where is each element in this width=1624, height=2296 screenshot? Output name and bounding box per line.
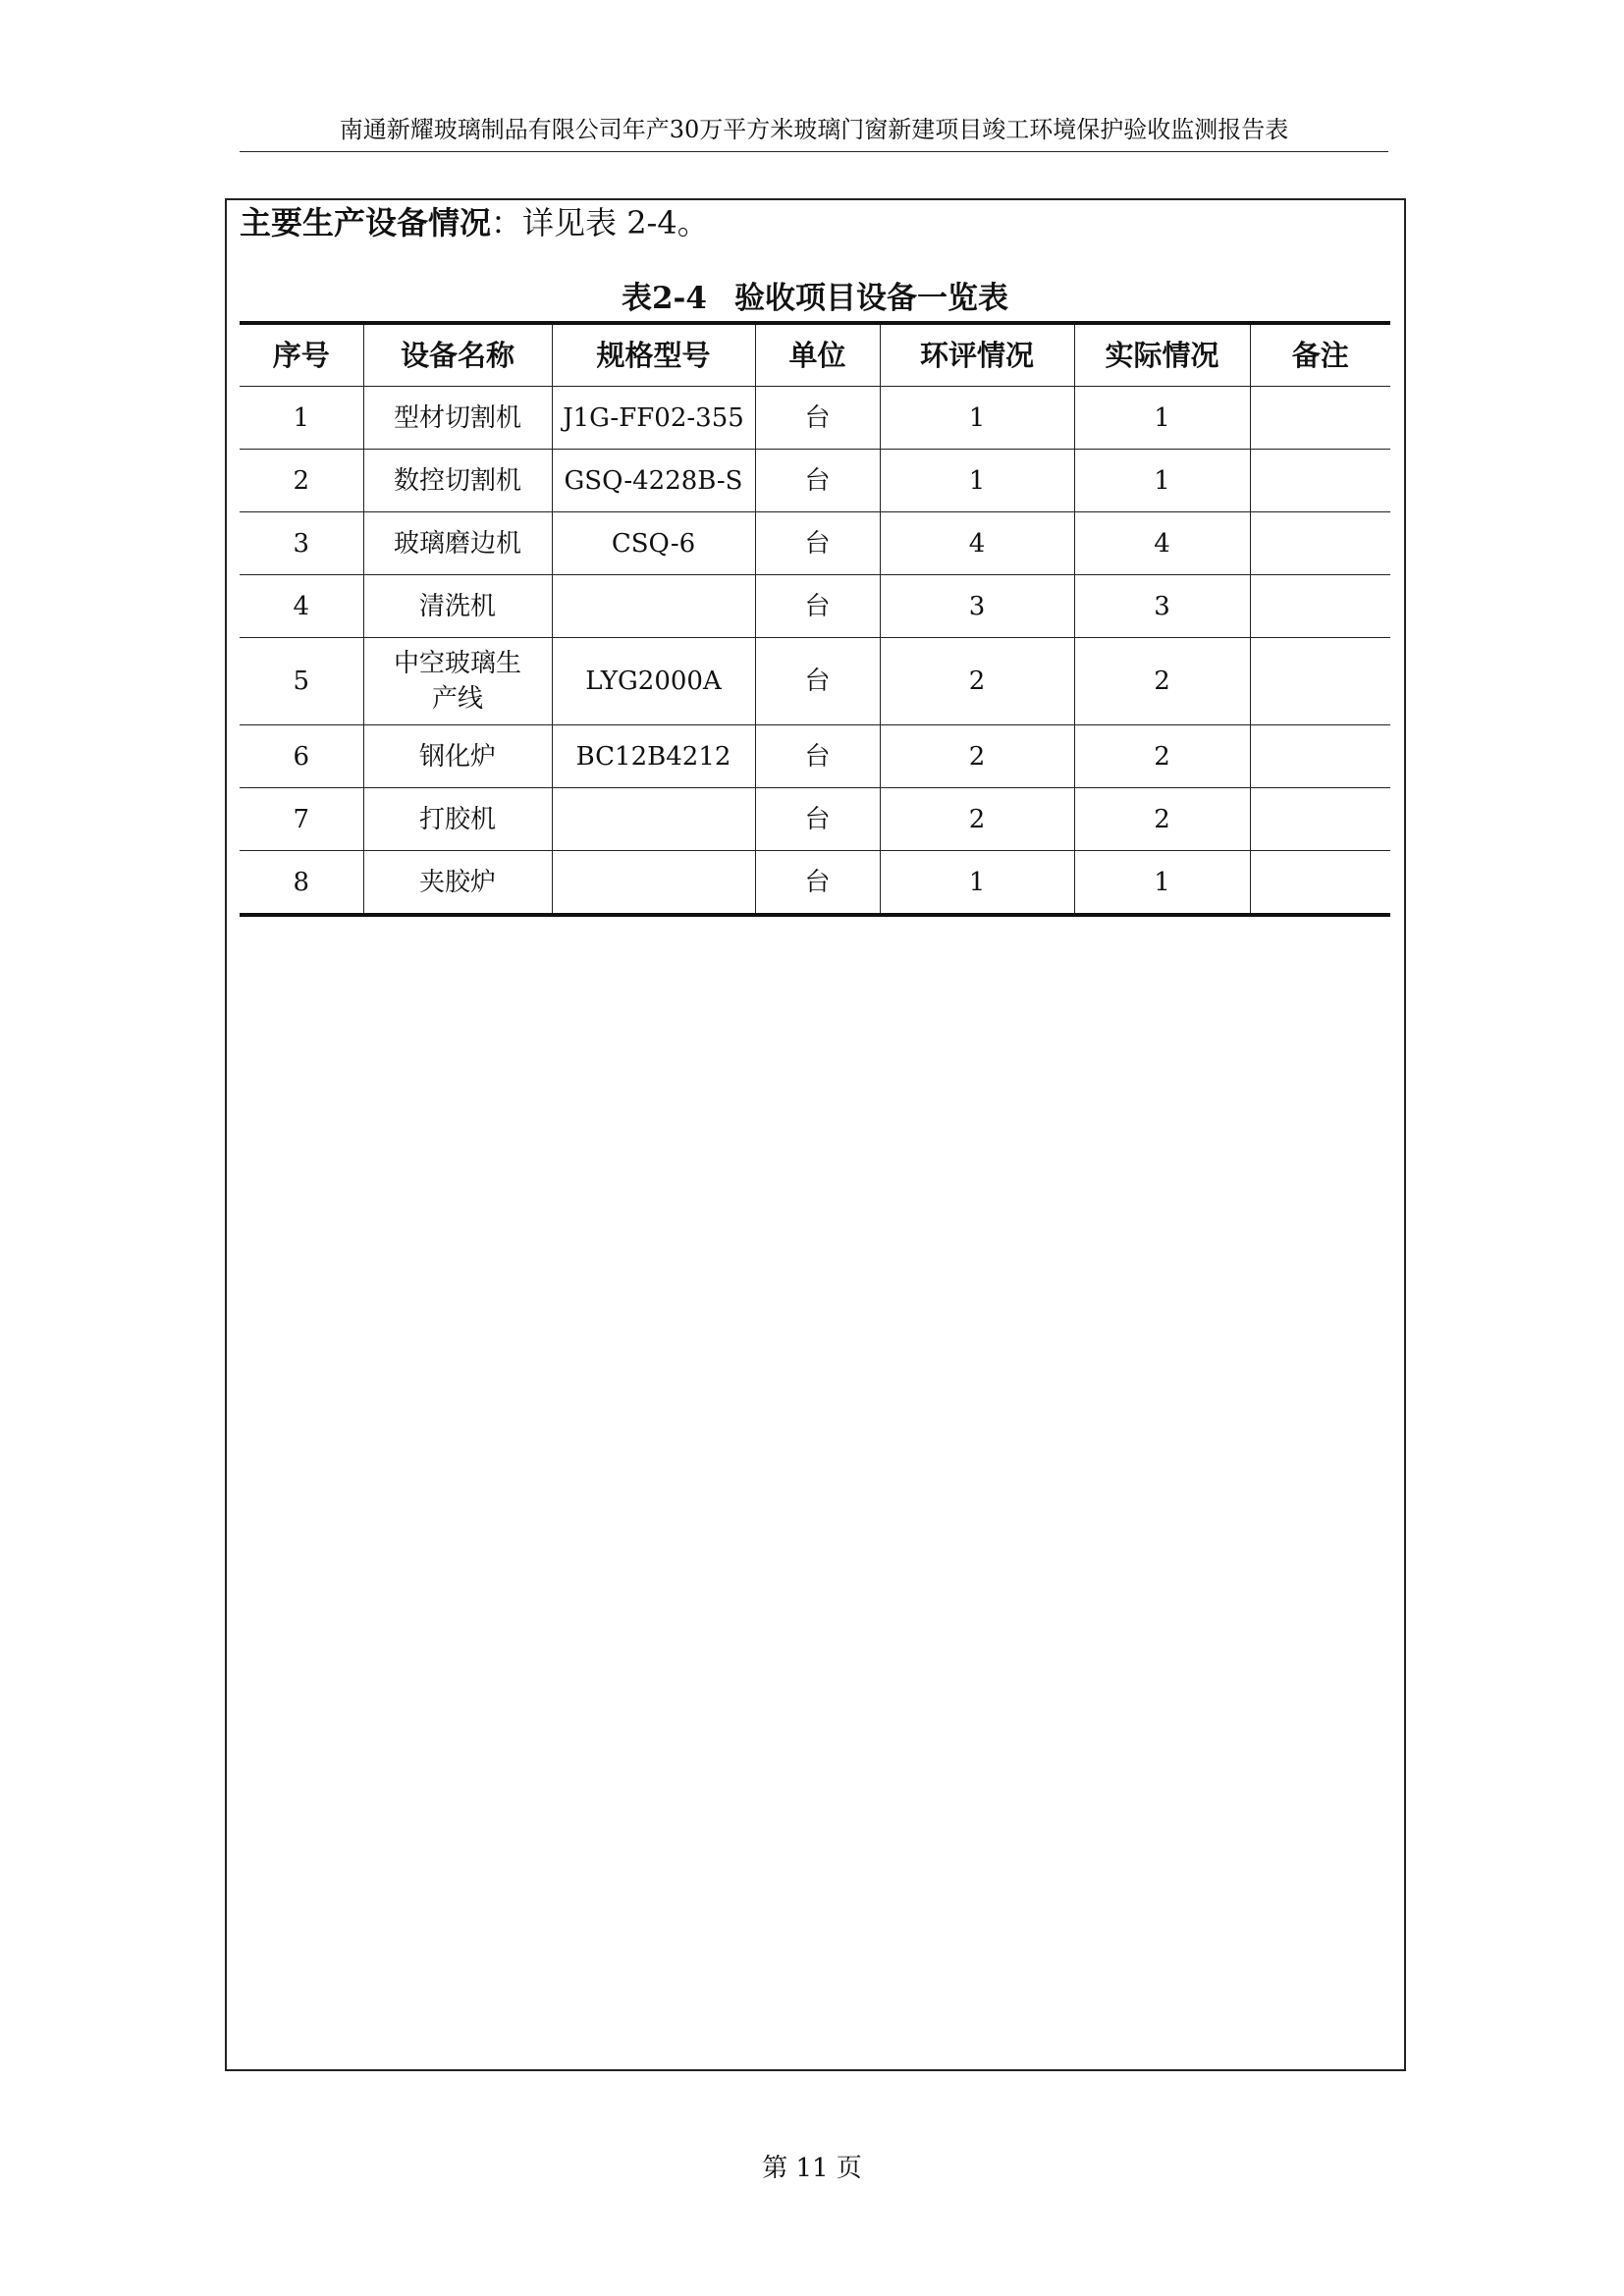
cell-no: 7 xyxy=(240,788,363,851)
column-header-remark: 备注 xyxy=(1250,323,1390,387)
cell-name: 型材切割机 xyxy=(363,387,552,450)
cell-remark xyxy=(1250,512,1390,575)
cell-no: 2 xyxy=(240,450,363,512)
table-header-row xyxy=(240,323,1390,387)
cell-remark xyxy=(1250,387,1390,450)
section-label: 主要生产设备情况 xyxy=(240,204,492,241)
cell-unit: 台 xyxy=(755,725,880,788)
cell-remark xyxy=(1250,575,1390,638)
table-row xyxy=(240,788,1390,851)
cell-remark xyxy=(1250,450,1390,512)
cell-actual: 2 xyxy=(1074,725,1250,788)
table-row xyxy=(240,638,1390,725)
cell-name xyxy=(363,638,552,725)
table-row xyxy=(240,851,1390,916)
cell-name: 玻璃磨边机 xyxy=(363,512,552,575)
cell-name: 清洗机 xyxy=(363,575,552,638)
cell-remark xyxy=(1250,638,1390,725)
cell-name-line: 中空玻璃生 xyxy=(393,649,521,678)
table-row xyxy=(240,512,1390,575)
column-header-name: 设备名称 xyxy=(363,323,552,387)
table-caption-number: 表2-4 xyxy=(621,281,707,316)
cell-model xyxy=(552,575,755,638)
cell-eia: 2 xyxy=(880,788,1074,851)
cell-unit: 台 xyxy=(755,788,880,851)
cell-actual: 1 xyxy=(1074,450,1250,512)
cell-unit: 台 xyxy=(755,387,880,450)
cell-unit: 台 xyxy=(755,638,880,725)
cell-unit: 台 xyxy=(755,851,880,916)
column-header-actual: 实际情况 xyxy=(1074,323,1250,387)
cell-remark xyxy=(1250,788,1390,851)
column-header-model: 规格型号 xyxy=(552,323,755,387)
cell-model xyxy=(552,851,755,916)
cell-eia: 1 xyxy=(880,851,1074,916)
page-header: 南通新耀玻璃制品有限公司年产30万平方米玻璃门窗新建项目竣工环境保护验收监测报告表 xyxy=(339,116,1289,143)
cell-eia: 1 xyxy=(880,387,1074,450)
column-header-no: 序号 xyxy=(240,323,363,387)
cell-no: 8 xyxy=(240,851,363,916)
cell-actual: 1 xyxy=(1074,851,1250,916)
cell-name: 打胶机 xyxy=(363,788,552,851)
cell-name-line: 产线 xyxy=(431,684,483,714)
cell-no: 6 xyxy=(240,725,363,788)
section-line xyxy=(240,201,709,244)
cell-unit: 台 xyxy=(755,575,880,638)
cell-actual: 1 xyxy=(1074,387,1250,450)
cell-no: 4 xyxy=(240,575,363,638)
cell-no: 1 xyxy=(240,387,363,450)
table-row xyxy=(240,725,1390,788)
cell-name: 钢化炉 xyxy=(363,725,552,788)
table-caption xyxy=(240,278,1390,319)
cell-eia: 2 xyxy=(880,725,1074,788)
cell-no: 3 xyxy=(240,512,363,575)
equipment-table xyxy=(240,321,1390,917)
cell-model: GSQ-4228B-S xyxy=(552,450,755,512)
cell-model: CSQ-6 xyxy=(552,512,755,575)
cell-no: 5 xyxy=(240,638,363,725)
cell-model xyxy=(552,788,755,851)
table-caption-title: 验收项目设备一览表 xyxy=(734,281,1008,316)
table-row xyxy=(240,575,1390,638)
page-number: 第 11 页 xyxy=(762,2154,862,2183)
cell-unit: 台 xyxy=(755,512,880,575)
cell-remark xyxy=(1250,725,1390,788)
cell-model: LYG2000A xyxy=(552,638,755,725)
cell-eia: 1 xyxy=(880,450,1074,512)
table-row xyxy=(240,450,1390,512)
cell-actual: 2 xyxy=(1074,788,1250,851)
cell-eia: 4 xyxy=(880,512,1074,575)
column-header-eia: 环评情况 xyxy=(880,323,1074,387)
cell-eia: 3 xyxy=(880,575,1074,638)
cell-eia: 2 xyxy=(880,638,1074,725)
cell-model: BC12B4212 xyxy=(552,725,755,788)
cell-name: 夹胶炉 xyxy=(363,851,552,916)
cell-actual: 3 xyxy=(1074,575,1250,638)
cell-actual: 4 xyxy=(1074,512,1250,575)
cell-remark xyxy=(1250,851,1390,916)
section-text: ：详见表 2-4。 xyxy=(491,204,709,241)
cell-unit: 台 xyxy=(755,450,880,512)
cell-actual: 2 xyxy=(1074,638,1250,725)
table-row xyxy=(240,387,1390,450)
header-rule xyxy=(240,151,1388,152)
column-header-unit: 单位 xyxy=(755,323,880,387)
cell-name: 数控切割机 xyxy=(363,450,552,512)
cell-model: J1G-FF02-355 xyxy=(552,387,755,450)
